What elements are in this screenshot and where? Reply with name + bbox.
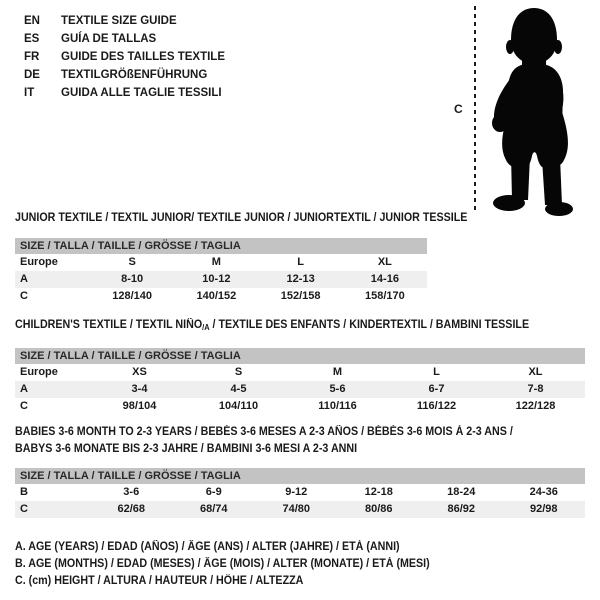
table-row: [15, 501, 585, 518]
legend: [15, 539, 461, 590]
size-cell: 12-18: [364, 486, 393, 498]
section-title: [15, 317, 545, 336]
section-title-subscript: /A: [202, 323, 210, 332]
size-cell: 5-6: [329, 383, 346, 395]
legend-line-a: A. AGE (YEARS) / EDAD (AÑOS) / ÂGE (ANS) / ALTER (JAHRE) / ETÀ (ANNI): [15, 541, 400, 553]
language-code: DE: [24, 69, 40, 81]
size-cell: 86/92: [447, 503, 476, 515]
language-row: [24, 30, 225, 48]
language-code: IT: [24, 87, 35, 99]
measurement-figure: [452, 4, 598, 216]
size-header-bar: SIZE / TALLA / TAILLE / GRÖSSE / TAGLIA: [15, 468, 585, 484]
section-title-line2: BABYS 3-6 MONATE BIS 2-3 JAHRE / BAMBINI 3-6 MESI A 2-3 ANNI: [15, 443, 358, 455]
size-cell: M: [332, 366, 343, 378]
size-cell: 3-6: [123, 486, 140, 498]
language-list: [24, 12, 225, 102]
section-title-line1: BABIES 3-6 MONTH TO 2-3 YEARS / BEBÉS 3-6 MESES A 2-3 AÑOS / BÉBÉS 3-6 MOIS À 2-3 ANS /: [15, 426, 513, 438]
section-title: JUNIOR TEXTILE / TEXTIL JUNIOR/ TEXTILE JUNIOR / JUNIORTEXTIL / JUNIOR TESSILE: [15, 212, 468, 224]
size-cell: 6-7: [428, 383, 445, 395]
size-cell: 7-8: [527, 383, 544, 395]
size-cell: 62/68: [117, 503, 146, 515]
section-junior-textile: [15, 210, 468, 305]
language-title: TEXTILGRÖßENFÜHRUNG: [61, 69, 208, 81]
size-header-bar: SIZE / TALLA / TAILLE / GRÖSSE / TAGLIA: [15, 238, 427, 254]
size-cell: 110/116: [318, 400, 357, 412]
size-header-bar: SIZE / TALLA / TAILLE / GRÖSSE / TAGLIA: [15, 348, 585, 364]
language-title: GUÍA DE TALLAS: [61, 33, 157, 45]
row-label: C: [20, 400, 28, 412]
size-cell: 6-9: [205, 486, 222, 498]
size-cell: 98/104: [122, 400, 157, 412]
row-label: A: [20, 273, 28, 285]
table-row: [15, 398, 585, 415]
row-label: Europe: [20, 366, 58, 378]
size-cell: 18-24: [447, 486, 476, 498]
row-label: Europe: [20, 256, 58, 268]
size-cell: 74/80: [282, 503, 311, 515]
size-cell: 104/110: [218, 400, 259, 412]
table-row: [15, 288, 427, 305]
size-cell: 92/98: [529, 503, 558, 515]
language-row: [24, 84, 225, 102]
size-cell: 140/152: [196, 290, 237, 302]
size-cell: 8-10: [121, 273, 144, 285]
size-cell: 24-36: [529, 486, 558, 498]
size-cell: 152/158: [280, 290, 321, 302]
height-measure-line: [474, 6, 476, 212]
size-cell: M: [211, 256, 221, 268]
size-table: [15, 254, 427, 305]
row-label: C: [20, 503, 28, 515]
legend-line-b: B. AGE (MONTHS) / EDAD (MESES) / ÂGE (MOIS) / ALTER (MONATE) / ETÀ (MESI): [15, 558, 430, 570]
section-title-text: CHILDREN'S TEXTILE / TEXTIL NIÑO: [15, 319, 203, 331]
size-cell: 14-16: [370, 273, 399, 285]
language-code: ES: [24, 33, 40, 45]
size-cell: 122/128: [515, 400, 556, 412]
section-childrens-textile: [15, 317, 585, 415]
size-cell: 128/140: [112, 290, 152, 302]
table-row: [15, 364, 585, 381]
size-cell: 12-13: [286, 273, 315, 285]
size-cell: 116/122: [416, 400, 457, 412]
size-cell: S: [128, 256, 136, 268]
row-label: A: [20, 383, 28, 395]
legend-line-c: C. (cm) HEIGHT / ALTURA / HAUTEUR / HÖHE / ALTEZZA: [15, 575, 304, 587]
size-cell: XL: [528, 366, 543, 378]
size-cell: 80/86: [364, 503, 393, 515]
size-cell: 68/74: [199, 503, 228, 515]
size-table: [15, 364, 585, 415]
size-cell: L: [433, 366, 440, 378]
measure-label-c: C: [454, 102, 463, 116]
table-row: [15, 381, 585, 398]
table-row: [15, 484, 585, 501]
section-title-text: / TEXTILE DES ENFANTS / KINDERTEXTIL / BAMBINI TESSILE: [209, 319, 530, 331]
language-title: GUIDE DES TAILLES TEXTILE: [61, 51, 225, 63]
table-row: [15, 271, 427, 288]
size-cell: 9-12: [285, 486, 308, 498]
baby-silhouette-icon: [478, 4, 598, 219]
size-cell: S: [234, 366, 243, 378]
language-code: FR: [24, 51, 40, 63]
size-cell: XS: [132, 366, 147, 378]
size-cell: 10-12: [202, 273, 231, 285]
section-babies-textile: [15, 424, 585, 518]
size-cell: L: [297, 256, 304, 268]
language-title: GUIDA ALLE TAGLIE TESSILI: [61, 87, 222, 99]
size-table: [15, 484, 585, 518]
language-row: [24, 12, 225, 30]
size-cell: 4-5: [230, 383, 247, 395]
size-cell: 158/170: [364, 290, 405, 302]
language-row: [24, 66, 225, 84]
size-cell: XL: [377, 256, 392, 268]
language-row: [24, 48, 225, 66]
size-cell: 3-4: [131, 383, 148, 395]
row-label: C: [20, 290, 28, 302]
language-title: TEXTILE SIZE GUIDE: [61, 15, 177, 27]
row-label: B: [20, 486, 28, 498]
table-row: [15, 254, 427, 271]
language-code: EN: [24, 15, 40, 27]
